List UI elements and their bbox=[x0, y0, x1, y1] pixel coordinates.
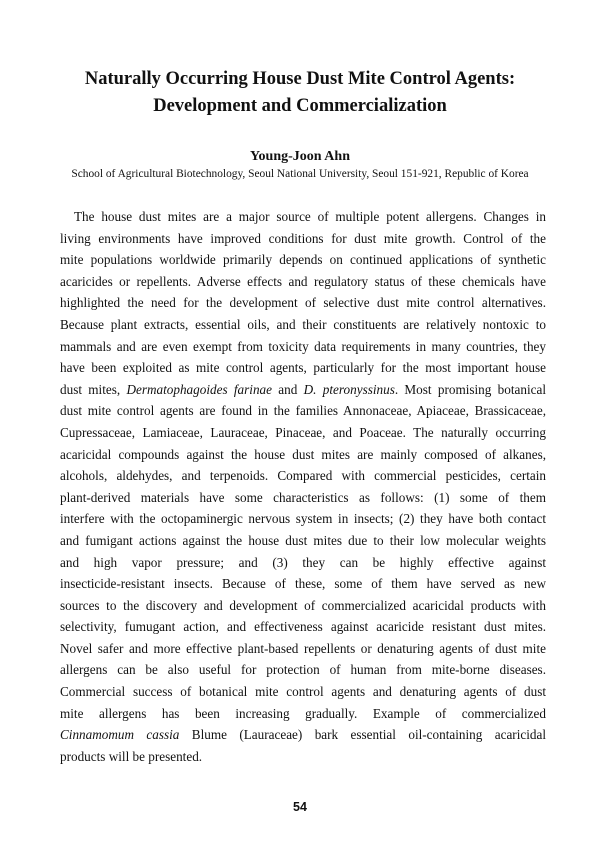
abstract-line: Because plant extracts, essential oils, and their constituents are relatively nontoxic to bbox=[60, 316, 546, 332]
abstract-line: selectivity, fumugant action, and effectiveness against acaricide resistant dust mites. bbox=[60, 619, 546, 635]
author-name: Young-Joon Ahn bbox=[250, 149, 350, 164]
species-name: Dermatophagoides farinae bbox=[126, 381, 272, 397]
abstract-line: alcohols, aldehydes, and terpenoids. Compared with commercial pesticides, certain bbox=[60, 468, 546, 484]
abstract-line bbox=[60, 379, 546, 401]
abstract-line: plant-derived materials have some characteristics as follows: (1) some of them bbox=[60, 489, 546, 505]
abstract-line: Cupressaceae, Lamiaceae, Lauraceae, Pinaceae, and Poaceae. The naturally occurring bbox=[60, 424, 546, 440]
title-line-1: Naturally Occurring House Dust Mite Control Agents: bbox=[84, 69, 516, 89]
abstract-text: and bbox=[271, 381, 304, 397]
abstract-text: Blume (Lauraceae) bark essential oil-containing acaricidal bbox=[179, 727, 546, 743]
abstract-text: dust mites, bbox=[60, 381, 127, 397]
abstract-line: dust mite control agents are found in the families Annonaceae, Apiaceae, Brassicaceae, bbox=[60, 403, 546, 419]
abstract-text: . Most promising botanical bbox=[394, 381, 546, 397]
abstract-line: and high vapor pressure; and (3) they can be highly effective against bbox=[60, 554, 546, 570]
title-line-2: Development and Commercialization bbox=[153, 96, 447, 116]
species-name: D. pteronyssinus bbox=[303, 381, 395, 397]
abstract-line: mite populations worldwide primarily depends on continued applications of synthetic bbox=[60, 252, 546, 268]
abstract-line: highlighted the need for the development of selective dust mite control alternatives. bbox=[60, 295, 546, 311]
abstract-line: mite allergens has been increasing gradually. Example of commercialized bbox=[60, 705, 546, 721]
abstract-line: Novel safer and more effective plant-based repellents or denaturing agents of dust mite bbox=[60, 640, 546, 656]
abstract-body bbox=[60, 206, 546, 767]
abstract-line: living environments have improved conditions for dust mite growth. Control of the bbox=[60, 230, 546, 246]
abstract-line: products will be presented. bbox=[60, 748, 203, 764]
abstract-line: Commercial success of botanical mite control agents and denaturing agents of dust bbox=[60, 684, 546, 700]
abstract-line: acaricides or repellents. Adverse effects and regulatory status of these chemicals have bbox=[60, 273, 546, 289]
abstract-line: acaricidal compounds against the house dust mites are mainly composed of alkanes, bbox=[60, 446, 546, 462]
abstract-line: allergens can be also useful for protection of human from mite-borne diseases. bbox=[60, 662, 546, 678]
paper-title bbox=[40, 66, 560, 120]
species-name: Cinnamomum cassia bbox=[60, 727, 180, 743]
author-affiliation: School of Agricultural Biotechnology, Seoul National University, Seoul 151-921, Republic of Korea bbox=[71, 168, 529, 180]
abstract-line: sources to the discovery and development of commercialized acaricidal products with bbox=[60, 597, 546, 613]
abstract-line: mammals and are even exempt from toxicity data requirements in many countries, they bbox=[60, 338, 546, 354]
abstract-line: and fumigant actions against the house dust mites due to their low molecular weights bbox=[60, 532, 546, 548]
abstract-line: insecticide-resistant insects. Because of these, some of them have served as new bbox=[60, 576, 546, 592]
abstract-line: The house dust mites are a major source of multiple potent allergens. Changes in bbox=[74, 209, 546, 224]
abstract-line bbox=[60, 724, 546, 746]
abstract-line: have been exploited as mite control agents, particularly for the most important house bbox=[60, 360, 546, 376]
abstract-line: interfere with the octopaminergic nervous system in insects; (2) they have both contact bbox=[60, 511, 546, 527]
page-number: 54 bbox=[293, 800, 307, 814]
